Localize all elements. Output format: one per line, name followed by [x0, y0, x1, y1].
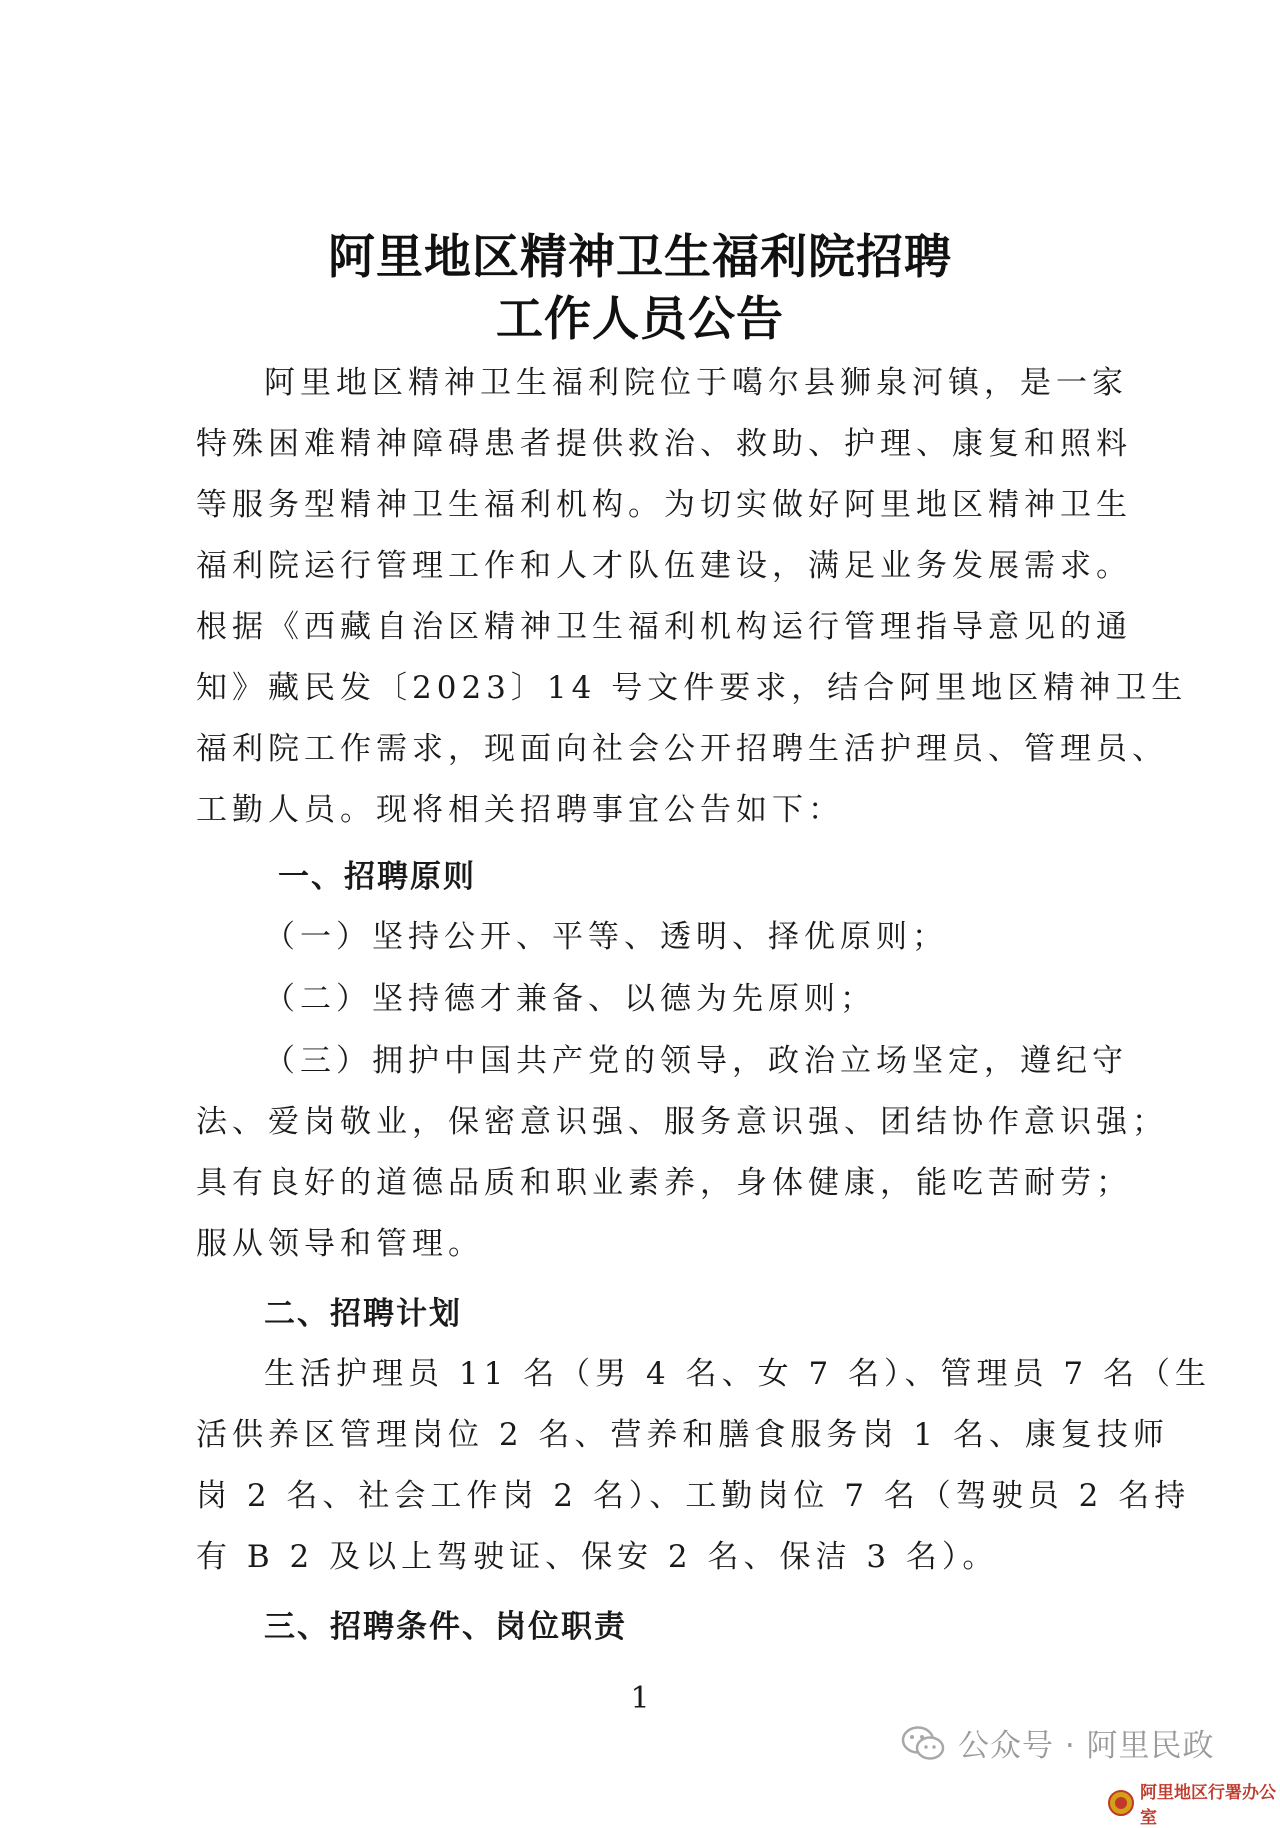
document-title-line-1: 阿里地区精神卫生福利院招聘: [328, 230, 952, 285]
wechat-icon: [900, 1723, 946, 1763]
principle-item: 服从领导和管理。: [196, 1226, 484, 1262]
section-heading-conditions: 三、招聘条件、岗位职责: [264, 1609, 627, 1645]
principle-item: （一）坚持公开、平等、透明、择优原则；: [264, 919, 948, 955]
document-title-line-2: 工作人员公告: [496, 292, 784, 347]
principle-item: （三）拥护中国共产党的领导，政治立场坚定，遵纪守: [264, 1043, 1128, 1079]
intro-line: 特殊困难精神障碍患者提供救治、救助、护理、康复和照料: [196, 426, 1132, 462]
principle-item: 具有良好的道德品质和职业素养，身体健康，能吃苦耐劳；: [196, 1165, 1132, 1201]
plan-line: 有 B 2 及以上驾驶证、保安 2 名、保洁 3 名）。: [196, 1539, 999, 1575]
page-number: 1: [630, 1681, 650, 1716]
intro-line: 根据《西藏自治区精神卫生福利机构运行管理指导意见的通: [196, 609, 1132, 645]
intro-line: 阿里地区精神卫生福利院位于噶尔县狮泉河镇，是一家: [264, 365, 1128, 401]
wechat-watermark: [900, 1720, 1215, 1765]
intro-line: 知》藏民发〔2023〕14 号文件要求，结合阿里地区精神卫生: [196, 670, 1188, 706]
principle-item: （二）坚持德才兼备、以德为先原则；: [264, 981, 876, 1017]
section-heading-plan: 二、招聘计划: [264, 1296, 462, 1332]
footer-org: [1108, 1778, 1280, 1828]
plan-line: 生活护理员 11 名（男 4 名、女 7 名）、管理员 7 名（生: [264, 1356, 1211, 1392]
principle-item: 法、爱岗敬业，保密意识强、服务意识强、团结协作意识强；: [196, 1104, 1168, 1140]
emblem-icon: [1108, 1790, 1134, 1816]
section-heading-principles: 一、招聘原则: [278, 859, 476, 895]
plan-line: 活供养区管理岗位 2 名、营养和膳食服务岗 1 名、康复技师: [196, 1417, 1169, 1453]
intro-line: 等服务型精神卫生福利机构。为切实做好阿里地区精神卫生: [196, 487, 1132, 523]
watermark-text: 公众号 · 阿里民政: [958, 1728, 1215, 1764]
plan-line: 岗 2 名、社会工作岗 2 名）、工勤岗位 7 名（驾驶员 2 名持: [196, 1478, 1191, 1514]
intro-line: 工勤人员。现将相关招聘事宜公告如下：: [196, 792, 844, 828]
footer-org-text: 阿里地区行署办公室: [1140, 1783, 1276, 1828]
intro-line: 福利院运行管理工作和人才队伍建设，满足业务发展需求。: [196, 548, 1132, 584]
intro-line: 福利院工作需求，现面向社会公开招聘生活护理员、管理员、: [196, 731, 1168, 767]
